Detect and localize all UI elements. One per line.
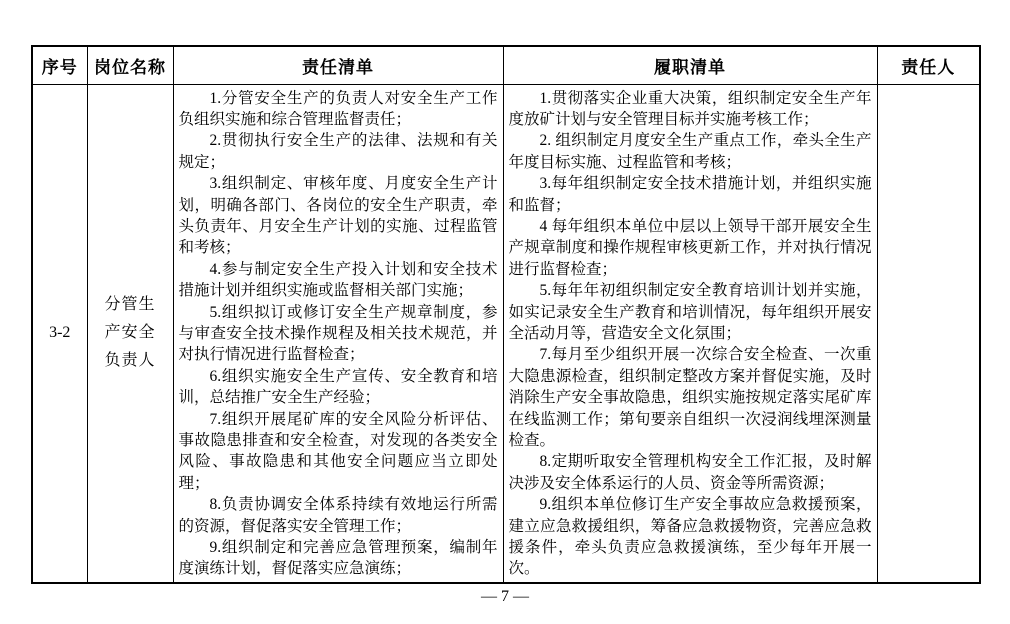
list-item-paragraph: 3.组织制定、审核年度、月度安全生产计划，明确各部门、各岗位的安全生产职责，牵头负责年、月安全生产计划的实施、过程监管和考核； xyxy=(178,175,498,257)
list-item-paragraph: 2. 组织制定月度安全生产重点工作，牵头全生产年度目标实施、过程监管和考核； xyxy=(508,132,872,171)
list-item-paragraph: 5.每年年初组织制定安全教育培训计划并实施，如实记录安全生产教育和培训情况，每年组织开展安全活动月等，营造安全文化氛围； xyxy=(508,282,872,342)
list-item-paragraph: 5.组织拟订或修订安全生产规章制度，参与审查安全技术操作规程及相关技术规范，并对执行情况进行监督检查； xyxy=(178,303,498,364)
cell-responsibility-list xyxy=(173,84,503,583)
list-item-paragraph: 9.组织本单位修订生产安全事故应急救援预案，建立应急救援组织，筹备应急救援物资，完善应急救援条件，牵头负责应急救援演练，至少每年开展一次。 xyxy=(508,496,872,578)
header-serial: 序号 xyxy=(32,46,87,84)
header-position: 岗位名称 xyxy=(87,46,173,84)
cell-position: 分管生产安全负责人 xyxy=(87,84,173,583)
header-responsibility: 责任清单 xyxy=(173,46,503,84)
cell-serial: 3-2 xyxy=(32,84,87,583)
header-duty: 履职清单 xyxy=(503,46,877,84)
page-number: — 7 — xyxy=(481,588,529,605)
list-item-paragraph: 2.贯彻执行安全生产的法律、法规和有关规定； xyxy=(178,132,498,171)
list-item-paragraph: 7.组织开展尾矿库的安全风险分析评估、事故隐患排查和安全检查，对发现的各类安全风险、事故隐患和其他安全问题应当立即处理； xyxy=(178,410,498,492)
list-item-paragraph: 9.组织制定和完善应急管理预案，编制年度演练计划，督促落实应急演练； xyxy=(178,539,498,578)
list-item-paragraph: 7.每月至少组织开展一次综合安全检查、一次重大隐患源检查，组织制定整改方案并督促实施，及时消除生产安全事故隐患，组织实施按规定落实尾矿库在线监测工作；第旬要亲自组织一次浸润线埋深测量检查。 xyxy=(508,346,872,449)
cell-person xyxy=(877,84,980,583)
list-item-paragraph: 4.参与制定安全生产投入计划和安全技术措施计划并组织实施或监督相关部门实施； xyxy=(178,260,498,300)
list-item-paragraph: 1.贯彻落实企业重大决策，组织制定安全生产年度放矿计划与安全管理目标并实施考核工作； xyxy=(508,89,872,128)
list-item-paragraph: 4 每年组织本单位中层以上领导干部开展安全生产规章制度和操作规程审核更新工作，并对执行情况进行监督检查； xyxy=(508,217,872,278)
list-item-paragraph: 1.分管安全生产的负责人对安全生产工作负组织实施和综合管理监督责任； xyxy=(178,89,498,128)
cell-duty-list xyxy=(503,84,877,583)
list-item-paragraph: 3.每年组织制定安全技术措施计划，并组织实施和监督； xyxy=(508,175,872,214)
list-item-paragraph: 8.定期听取安全管理机构安全工作汇报，及时解决涉及安全体系运行的人员、资金等所需资源； xyxy=(508,453,872,492)
duty-table-wrap xyxy=(31,45,981,584)
header-person: 责任人 xyxy=(877,46,980,84)
table-row xyxy=(32,84,980,583)
duty-table xyxy=(31,45,981,584)
list-item-paragraph: 6.组织实施安全生产宣传、安全教育和培训，总结推广安全生产经验； xyxy=(178,367,498,407)
list-item-paragraph: 8.负责协调安全体系持续有效地运行所需的资源，督促落实安全管理工作； xyxy=(178,496,498,535)
header-row xyxy=(32,46,980,84)
